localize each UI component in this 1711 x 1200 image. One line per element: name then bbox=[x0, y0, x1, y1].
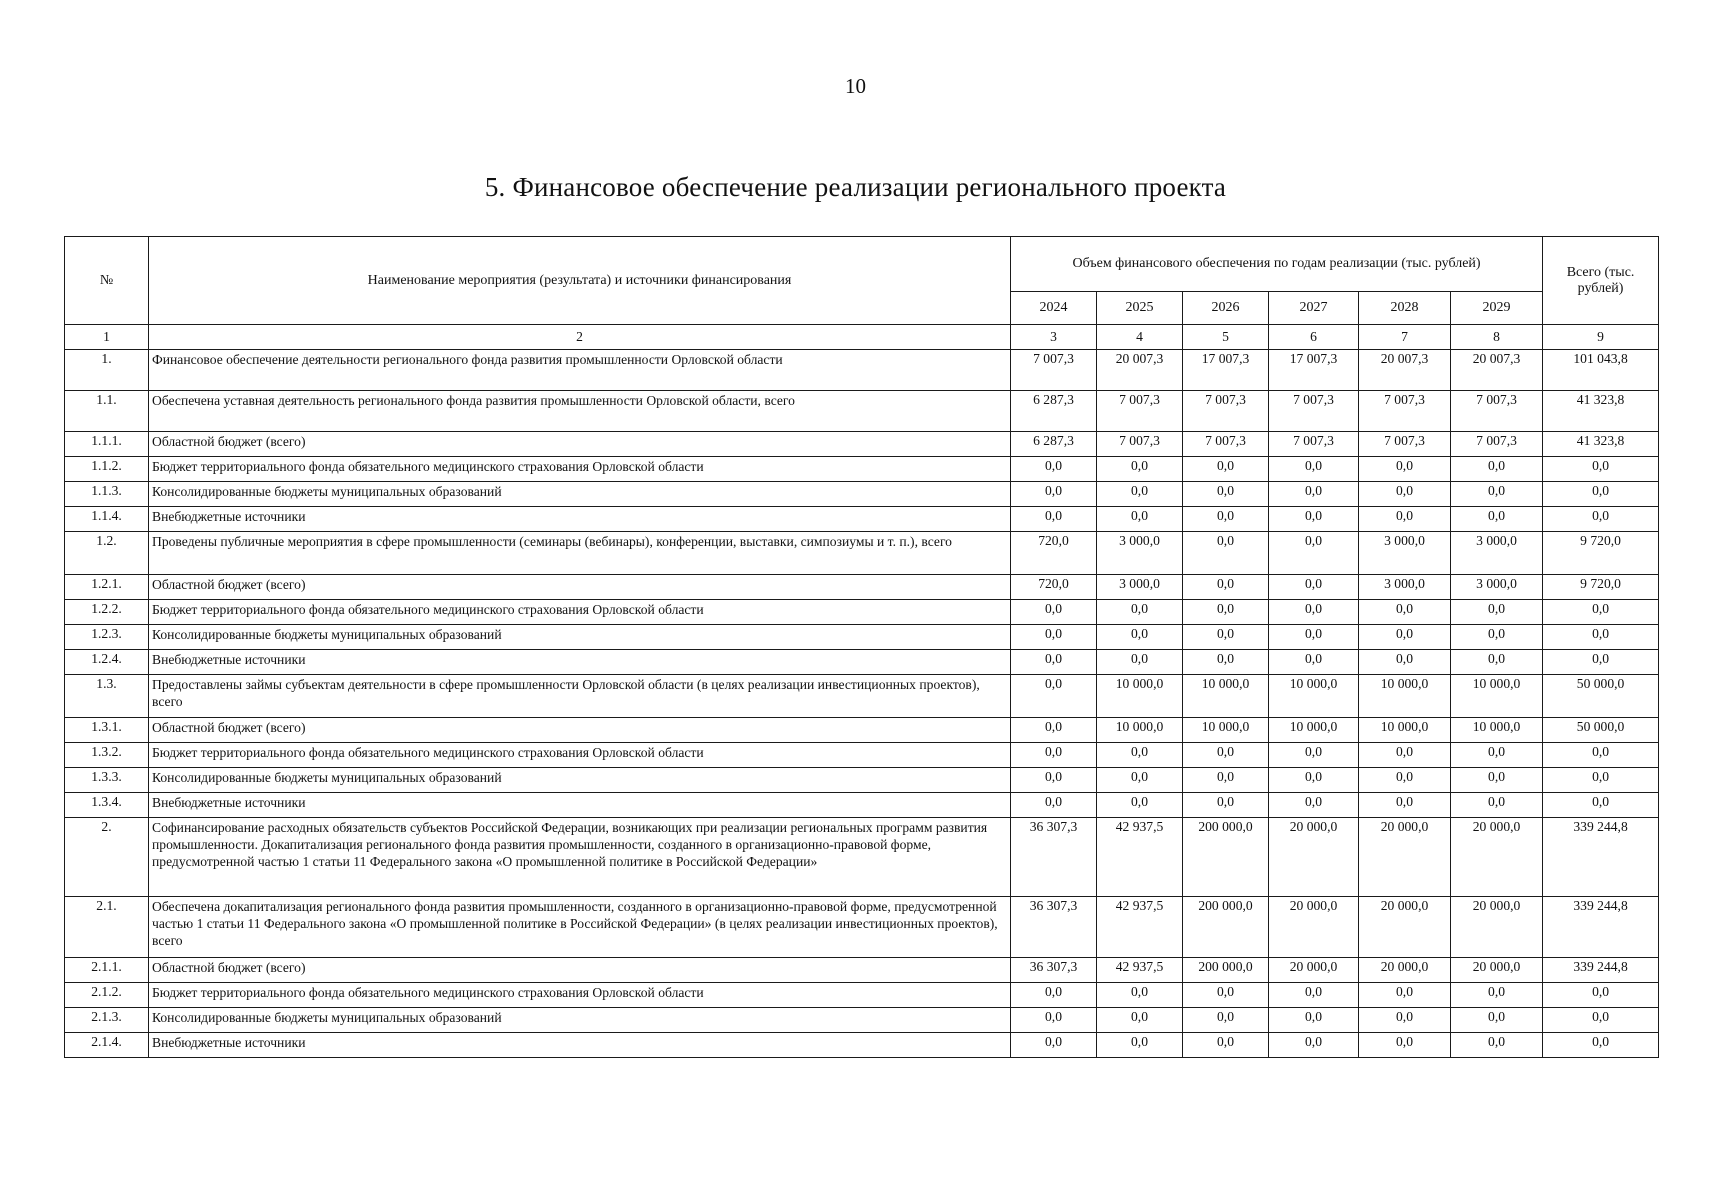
year-value: 0,0 bbox=[1269, 650, 1359, 675]
row-name: Внебюджетные источники bbox=[149, 507, 1011, 532]
year-value: 0,0 bbox=[1269, 600, 1359, 625]
year-value: 0,0 bbox=[1097, 768, 1183, 793]
year-value: 10 000,0 bbox=[1097, 718, 1183, 743]
table-row bbox=[65, 983, 1659, 1008]
column-number: 6 bbox=[1269, 325, 1359, 350]
row-number: 2. bbox=[65, 818, 149, 897]
year-value: 3 000,0 bbox=[1451, 575, 1543, 600]
year-value: 0,0 bbox=[1359, 793, 1451, 818]
column-number: 9 bbox=[1543, 325, 1659, 350]
financing-table bbox=[64, 236, 1659, 1058]
year-value: 20 000,0 bbox=[1269, 958, 1359, 983]
column-number: 5 bbox=[1183, 325, 1269, 350]
row-total: 0,0 bbox=[1543, 743, 1659, 768]
page-number: 10 bbox=[845, 74, 866, 98]
row-name: Внебюджетные источники bbox=[149, 793, 1011, 818]
year-value: 0,0 bbox=[1359, 650, 1451, 675]
year-value: 0,0 bbox=[1269, 768, 1359, 793]
row-name: Областной бюджет (всего) bbox=[149, 718, 1011, 743]
year-value: 0,0 bbox=[1451, 625, 1543, 650]
column-number: 7 bbox=[1359, 325, 1451, 350]
year-value: 20 000,0 bbox=[1269, 897, 1359, 958]
year-value: 0,0 bbox=[1097, 600, 1183, 625]
header-year: 2027 bbox=[1269, 292, 1359, 325]
year-value: 7 007,3 bbox=[1097, 391, 1183, 432]
year-value: 0,0 bbox=[1011, 718, 1097, 743]
table-row bbox=[65, 432, 1659, 457]
row-number: 1.3.2. bbox=[65, 743, 149, 768]
year-value: 6 287,3 bbox=[1011, 391, 1097, 432]
year-value: 7 007,3 bbox=[1183, 432, 1269, 457]
column-number: 3 bbox=[1011, 325, 1097, 350]
row-name: Бюджет территориального фонда обязательного медицинского страхования Орловской области bbox=[149, 983, 1011, 1008]
table-row bbox=[65, 743, 1659, 768]
header-total: Всего (тыс. рублей) bbox=[1543, 237, 1659, 325]
header-volume: Объем финансового обеспечения по годам реализации (тыс. рублей) bbox=[1011, 237, 1543, 292]
row-number: 1.2.1. bbox=[65, 575, 149, 600]
year-value: 0,0 bbox=[1097, 743, 1183, 768]
year-value: 0,0 bbox=[1451, 457, 1543, 482]
year-value: 0,0 bbox=[1011, 768, 1097, 793]
year-value: 7 007,3 bbox=[1269, 432, 1359, 457]
year-value: 10 000,0 bbox=[1097, 675, 1183, 718]
year-value: 0,0 bbox=[1097, 983, 1183, 1008]
year-value: 0,0 bbox=[1451, 983, 1543, 1008]
row-total: 0,0 bbox=[1543, 482, 1659, 507]
header-year: 2026 bbox=[1183, 292, 1269, 325]
row-name: Бюджет территориального фонда обязательного медицинского страхования Орловской области bbox=[149, 457, 1011, 482]
year-value: 0,0 bbox=[1359, 768, 1451, 793]
year-value: 10 000,0 bbox=[1269, 718, 1359, 743]
year-value: 0,0 bbox=[1451, 793, 1543, 818]
year-value: 0,0 bbox=[1359, 1033, 1451, 1058]
year-value: 20 007,3 bbox=[1359, 350, 1451, 391]
year-value: 0,0 bbox=[1359, 983, 1451, 1008]
year-value: 3 000,0 bbox=[1097, 575, 1183, 600]
table-row bbox=[65, 350, 1659, 391]
row-name: Проведены публичные мероприятия в сфере промышленности (семинары (вебинары), конференции, выставки, симпозиумы и т. п.), всего bbox=[149, 532, 1011, 575]
year-value: 42 937,5 bbox=[1097, 818, 1183, 897]
table-row bbox=[65, 818, 1659, 897]
year-value: 0,0 bbox=[1269, 793, 1359, 818]
row-total: 0,0 bbox=[1543, 625, 1659, 650]
year-value: 0,0 bbox=[1183, 600, 1269, 625]
year-value: 0,0 bbox=[1011, 983, 1097, 1008]
header-year: 2029 bbox=[1451, 292, 1543, 325]
year-value: 17 007,3 bbox=[1269, 350, 1359, 391]
column-number: 2 bbox=[149, 325, 1011, 350]
year-value: 10 000,0 bbox=[1183, 718, 1269, 743]
year-value: 0,0 bbox=[1359, 743, 1451, 768]
year-value: 0,0 bbox=[1183, 625, 1269, 650]
row-total: 0,0 bbox=[1543, 507, 1659, 532]
year-value: 0,0 bbox=[1183, 457, 1269, 482]
year-value: 0,0 bbox=[1269, 482, 1359, 507]
year-value: 0,0 bbox=[1011, 507, 1097, 532]
row-total: 0,0 bbox=[1543, 457, 1659, 482]
row-total: 0,0 bbox=[1543, 600, 1659, 625]
year-value: 20 000,0 bbox=[1359, 958, 1451, 983]
year-value: 0,0 bbox=[1451, 482, 1543, 507]
year-value: 0,0 bbox=[1097, 1008, 1183, 1033]
year-value: 7 007,3 bbox=[1269, 391, 1359, 432]
year-value: 7 007,3 bbox=[1011, 350, 1097, 391]
row-name: Консолидированные бюджеты муниципальных образований bbox=[149, 1008, 1011, 1033]
year-value: 0,0 bbox=[1183, 575, 1269, 600]
row-total: 9 720,0 bbox=[1543, 575, 1659, 600]
year-value: 0,0 bbox=[1011, 675, 1097, 718]
year-value: 0,0 bbox=[1183, 507, 1269, 532]
row-name: Областной бюджет (всего) bbox=[149, 958, 1011, 983]
year-value: 0,0 bbox=[1451, 600, 1543, 625]
year-value: 20 000,0 bbox=[1451, 897, 1543, 958]
year-value: 3 000,0 bbox=[1451, 532, 1543, 575]
year-value: 36 307,3 bbox=[1011, 818, 1097, 897]
year-value: 0,0 bbox=[1359, 482, 1451, 507]
row-name: Бюджет территориального фонда обязательного медицинского страхования Орловской области bbox=[149, 600, 1011, 625]
year-value: 3 000,0 bbox=[1359, 575, 1451, 600]
year-value: 10 000,0 bbox=[1451, 675, 1543, 718]
year-value: 0,0 bbox=[1011, 1008, 1097, 1033]
table-row bbox=[65, 650, 1659, 675]
row-total: 0,0 bbox=[1543, 983, 1659, 1008]
section-title: 5. Финансовое обеспечение реализации регионального проекта bbox=[484, 172, 1227, 202]
row-number: 1.2.2. bbox=[65, 600, 149, 625]
table-row bbox=[65, 1008, 1659, 1033]
year-value: 42 937,5 bbox=[1097, 897, 1183, 958]
row-total: 339 244,8 bbox=[1543, 897, 1659, 958]
row-name: Обеспечена уставная деятельность регионального фонда развития промышленности Орловской области, всего bbox=[149, 391, 1011, 432]
year-value: 0,0 bbox=[1451, 1008, 1543, 1033]
year-value: 0,0 bbox=[1097, 793, 1183, 818]
year-value: 0,0 bbox=[1359, 625, 1451, 650]
year-value: 7 007,3 bbox=[1451, 391, 1543, 432]
year-value: 0,0 bbox=[1451, 1033, 1543, 1058]
table-row bbox=[65, 675, 1659, 718]
row-total: 0,0 bbox=[1543, 768, 1659, 793]
row-name: Областной бюджет (всего) bbox=[149, 575, 1011, 600]
year-value: 720,0 bbox=[1011, 532, 1097, 575]
year-value: 20 007,3 bbox=[1451, 350, 1543, 391]
year-value: 7 007,3 bbox=[1359, 432, 1451, 457]
row-number: 1.3. bbox=[65, 675, 149, 718]
table-row bbox=[65, 482, 1659, 507]
year-value: 7 007,3 bbox=[1097, 432, 1183, 457]
year-value: 0,0 bbox=[1451, 743, 1543, 768]
year-value: 3 000,0 bbox=[1359, 532, 1451, 575]
year-value: 7 007,3 bbox=[1451, 432, 1543, 457]
row-total: 101 043,8 bbox=[1543, 350, 1659, 391]
row-number: 2.1.2. bbox=[65, 983, 149, 1008]
year-value: 7 007,3 bbox=[1183, 391, 1269, 432]
row-total: 339 244,8 bbox=[1543, 958, 1659, 983]
row-total: 0,0 bbox=[1543, 793, 1659, 818]
row-number: 1.3.1. bbox=[65, 718, 149, 743]
row-name: Консолидированные бюджеты муниципальных образований bbox=[149, 625, 1011, 650]
row-number: 1.2. bbox=[65, 532, 149, 575]
table-row bbox=[65, 768, 1659, 793]
year-value: 0,0 bbox=[1359, 507, 1451, 532]
year-value: 0,0 bbox=[1183, 532, 1269, 575]
row-name: Консолидированные бюджеты муниципальных образований bbox=[149, 768, 1011, 793]
row-number: 1.2.3. bbox=[65, 625, 149, 650]
row-number: 1.3.4. bbox=[65, 793, 149, 818]
table-row bbox=[65, 625, 1659, 650]
row-total: 9 720,0 bbox=[1543, 532, 1659, 575]
row-name: Предоставлены займы субъектам деятельности в сфере промышленности Орловской области (в целях реализации инвестиционных проектов), всего bbox=[149, 675, 1011, 718]
row-number: 2.1.3. bbox=[65, 1008, 149, 1033]
row-name: Обеспечена докапитализация регионального фонда развития промышленности, созданного в организационно-правовой форме, предусмотренной частью 1 статьи 11 Федерального закона «О промышленной политике в Российской Федерации» (в целях реализации инвестиционных проектов), всего bbox=[149, 897, 1011, 958]
year-value: 0,0 bbox=[1011, 793, 1097, 818]
year-value: 0,0 bbox=[1269, 1033, 1359, 1058]
year-value: 200 000,0 bbox=[1183, 958, 1269, 983]
year-value: 0,0 bbox=[1183, 768, 1269, 793]
year-value: 0,0 bbox=[1183, 983, 1269, 1008]
row-number: 1.1.3. bbox=[65, 482, 149, 507]
table-row bbox=[65, 507, 1659, 532]
year-value: 20 000,0 bbox=[1359, 897, 1451, 958]
year-value: 0,0 bbox=[1269, 983, 1359, 1008]
header-year: 2028 bbox=[1359, 292, 1451, 325]
row-total: 0,0 bbox=[1543, 1033, 1659, 1058]
row-number: 1. bbox=[65, 350, 149, 391]
year-value: 0,0 bbox=[1097, 650, 1183, 675]
year-value: 20 000,0 bbox=[1269, 818, 1359, 897]
year-value: 0,0 bbox=[1011, 650, 1097, 675]
year-value: 3 000,0 bbox=[1097, 532, 1183, 575]
header-number: № bbox=[65, 237, 149, 325]
row-number: 2.1. bbox=[65, 897, 149, 958]
year-value: 0,0 bbox=[1183, 1008, 1269, 1033]
year-value: 0,0 bbox=[1097, 1033, 1183, 1058]
table-row bbox=[65, 600, 1659, 625]
column-number: 1 bbox=[65, 325, 149, 350]
row-total: 0,0 bbox=[1543, 650, 1659, 675]
year-value: 200 000,0 bbox=[1183, 897, 1269, 958]
row-total: 50 000,0 bbox=[1543, 675, 1659, 718]
column-number: 4 bbox=[1097, 325, 1183, 350]
table-row bbox=[65, 897, 1659, 958]
year-value: 0,0 bbox=[1011, 1033, 1097, 1058]
row-total: 0,0 bbox=[1543, 1008, 1659, 1033]
row-number: 1.1.4. bbox=[65, 507, 149, 532]
year-value: 36 307,3 bbox=[1011, 897, 1097, 958]
table-row bbox=[65, 457, 1659, 482]
year-value: 0,0 bbox=[1359, 457, 1451, 482]
year-value: 0,0 bbox=[1097, 507, 1183, 532]
row-total: 41 323,8 bbox=[1543, 391, 1659, 432]
year-value: 0,0 bbox=[1269, 625, 1359, 650]
year-value: 720,0 bbox=[1011, 575, 1097, 600]
year-value: 10 000,0 bbox=[1359, 718, 1451, 743]
column-number: 8 bbox=[1451, 325, 1543, 350]
year-value: 20 000,0 bbox=[1359, 818, 1451, 897]
row-name: Областной бюджет (всего) bbox=[149, 432, 1011, 457]
row-name: Бюджет территориального фонда обязательного медицинского страхования Орловской области bbox=[149, 743, 1011, 768]
row-name: Консолидированные бюджеты муниципальных образований bbox=[149, 482, 1011, 507]
year-value: 0,0 bbox=[1269, 457, 1359, 482]
year-value: 10 000,0 bbox=[1359, 675, 1451, 718]
row-total: 339 244,8 bbox=[1543, 818, 1659, 897]
year-value: 0,0 bbox=[1097, 482, 1183, 507]
year-value: 200 000,0 bbox=[1183, 818, 1269, 897]
table-row bbox=[65, 793, 1659, 818]
row-name: Финансовое обеспечение деятельности регионального фонда развития промышленности Орловской области bbox=[149, 350, 1011, 391]
row-number: 1.3.3. bbox=[65, 768, 149, 793]
row-name: Внебюджетные источники bbox=[149, 1033, 1011, 1058]
year-value: 0,0 bbox=[1011, 600, 1097, 625]
year-value: 36 307,3 bbox=[1011, 958, 1097, 983]
year-value: 0,0 bbox=[1451, 768, 1543, 793]
year-value: 0,0 bbox=[1269, 1008, 1359, 1033]
year-value: 0,0 bbox=[1451, 507, 1543, 532]
year-value: 0,0 bbox=[1269, 743, 1359, 768]
year-value: 0,0 bbox=[1097, 625, 1183, 650]
table-row bbox=[65, 532, 1659, 575]
table-row bbox=[65, 391, 1659, 432]
year-value: 7 007,3 bbox=[1359, 391, 1451, 432]
year-value: 0,0 bbox=[1011, 625, 1097, 650]
year-value: 10 000,0 bbox=[1451, 718, 1543, 743]
year-value: 42 937,5 bbox=[1097, 958, 1183, 983]
row-name: Софинансирование расходных обязательств субъектов Российской Федерации, возникающих при реализации региональных программ развития промышленности. Докапитализация регионального фонда развития промышленности, созданного в организационно-правовой форме, предусмотренной частью 1 статьи 11 Федерального закона «О промышленной политике в Российской Федерации» bbox=[149, 818, 1011, 897]
table-row bbox=[65, 1033, 1659, 1058]
row-number: 2.1.1. bbox=[65, 958, 149, 983]
year-value: 0,0 bbox=[1269, 575, 1359, 600]
year-value: 20 000,0 bbox=[1451, 818, 1543, 897]
year-value: 0,0 bbox=[1183, 1033, 1269, 1058]
year-value: 20 007,3 bbox=[1097, 350, 1183, 391]
row-total: 50 000,0 bbox=[1543, 718, 1659, 743]
year-value: 0,0 bbox=[1269, 507, 1359, 532]
table-row bbox=[65, 718, 1659, 743]
row-name: Внебюджетные источники bbox=[149, 650, 1011, 675]
year-value: 0,0 bbox=[1359, 1008, 1451, 1033]
year-value: 0,0 bbox=[1451, 650, 1543, 675]
header-name: Наименование мероприятия (результата) и источники финансирования bbox=[149, 237, 1011, 325]
year-value: 0,0 bbox=[1183, 793, 1269, 818]
row-number: 1.1. bbox=[65, 391, 149, 432]
year-value: 0,0 bbox=[1183, 650, 1269, 675]
row-total: 41 323,8 bbox=[1543, 432, 1659, 457]
year-value: 0,0 bbox=[1011, 482, 1097, 507]
year-value: 6 287,3 bbox=[1011, 432, 1097, 457]
year-value: 10 000,0 bbox=[1183, 675, 1269, 718]
header-year: 2024 bbox=[1011, 292, 1097, 325]
year-value: 0,0 bbox=[1269, 532, 1359, 575]
year-value: 0,0 bbox=[1011, 457, 1097, 482]
year-value: 0,0 bbox=[1183, 743, 1269, 768]
year-value: 0,0 bbox=[1097, 457, 1183, 482]
header-year: 2025 bbox=[1097, 292, 1183, 325]
table-row bbox=[65, 958, 1659, 983]
row-number: 1.2.4. bbox=[65, 650, 149, 675]
table-body bbox=[65, 350, 1659, 1058]
column-numbers-row bbox=[65, 325, 1659, 350]
table-row bbox=[65, 575, 1659, 600]
year-value: 0,0 bbox=[1359, 600, 1451, 625]
year-value: 17 007,3 bbox=[1183, 350, 1269, 391]
year-value: 0,0 bbox=[1011, 743, 1097, 768]
year-value: 20 000,0 bbox=[1451, 958, 1543, 983]
row-number: 2.1.4. bbox=[65, 1033, 149, 1058]
year-value: 10 000,0 bbox=[1269, 675, 1359, 718]
year-value: 0,0 bbox=[1183, 482, 1269, 507]
row-number: 1.1.2. bbox=[65, 457, 149, 482]
row-number: 1.1.1. bbox=[65, 432, 149, 457]
